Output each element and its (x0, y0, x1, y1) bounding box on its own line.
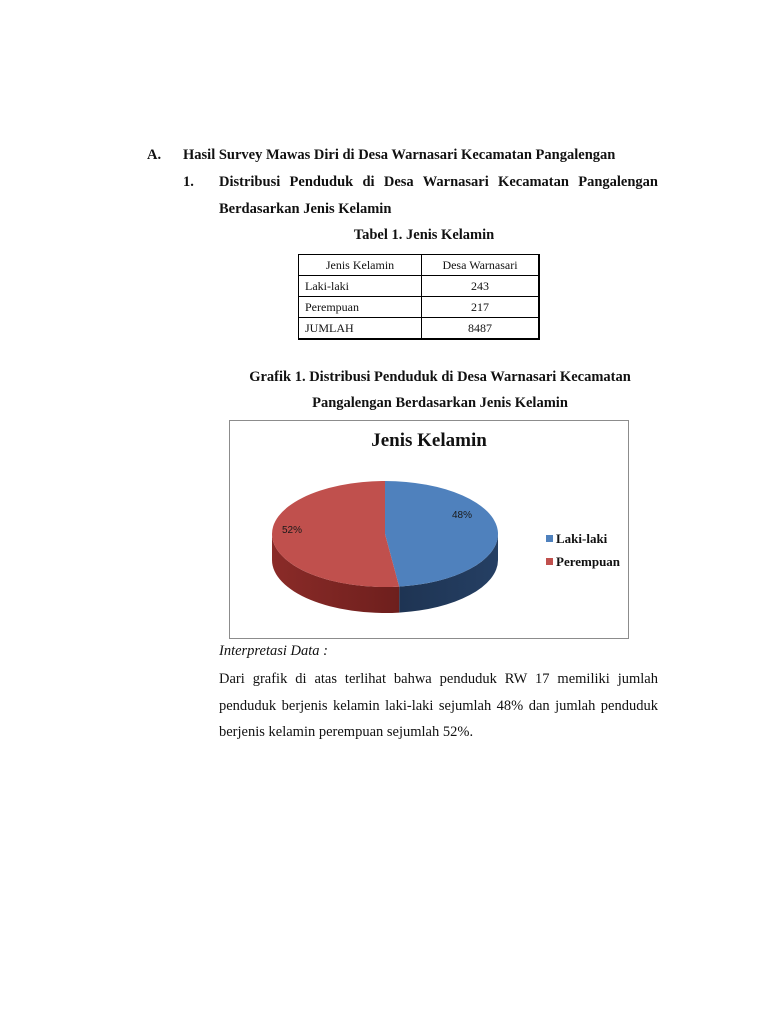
table-row (299, 297, 540, 318)
table-row (299, 318, 540, 340)
table-header-row (299, 255, 540, 276)
legend-label: Laki-laki (556, 530, 608, 546)
section-marker: A. (147, 147, 162, 163)
chart-title: Jenis Kelamin (371, 430, 487, 451)
interpretation-heading: Interpretasi Data : (219, 643, 329, 659)
table-caption: Tabel 1. Jenis Kelamin (353, 227, 495, 243)
legend-swatch (546, 535, 553, 542)
table-header-cell: Jenis Kelamin (299, 255, 422, 276)
table-cell: 217 (422, 297, 540, 318)
table-cell: 8487 (422, 318, 540, 340)
pie-chart (229, 420, 629, 639)
subsection-marker: 1. (183, 174, 194, 190)
interpretation-text: Dari grafik di atas terlihat bahwa penduduk RW 17 memiliki jumlah penduduk berjenis kelamin laki-laki sejumlah 48% dan jumlah penduduk berjenis kelamin perempuan sejumlah 52%. (219, 671, 658, 740)
table-row (299, 276, 540, 297)
table-cell: Perempuan (299, 297, 422, 318)
graph-caption-line1: Grafik 1. Distribusi Penduduk di Desa Warnasari Kecamatan (249, 369, 631, 385)
table-cell: 243 (422, 276, 540, 297)
pie-data-label: 48% (451, 510, 473, 521)
section-title: Hasil Survey Mawas Diri di Desa Warnasari Kecamatan Pangalengan (183, 147, 616, 163)
table-header-cell: Desa Warnasari (422, 255, 540, 276)
legend-swatch (546, 558, 553, 565)
legend-item (546, 550, 620, 573)
gender-table (298, 254, 540, 340)
table-cell: Laki-laki (299, 276, 422, 297)
chart-legend (546, 527, 620, 573)
legend-label: Perempuan (556, 553, 621, 569)
subsection-title-line2: Berdasarkan Jenis Kelamin (219, 201, 392, 217)
pie-data-label: 52% (281, 525, 303, 536)
legend-item (546, 527, 620, 550)
graph-caption-line2: Pangalengan Berdasarkan Jenis Kelamin (312, 395, 568, 411)
table-cell: JUMLAH (299, 318, 422, 340)
subsection-title-line1: Distribusi Penduduk di Desa Warnasari Kecamatan Pangalengan (219, 174, 658, 190)
